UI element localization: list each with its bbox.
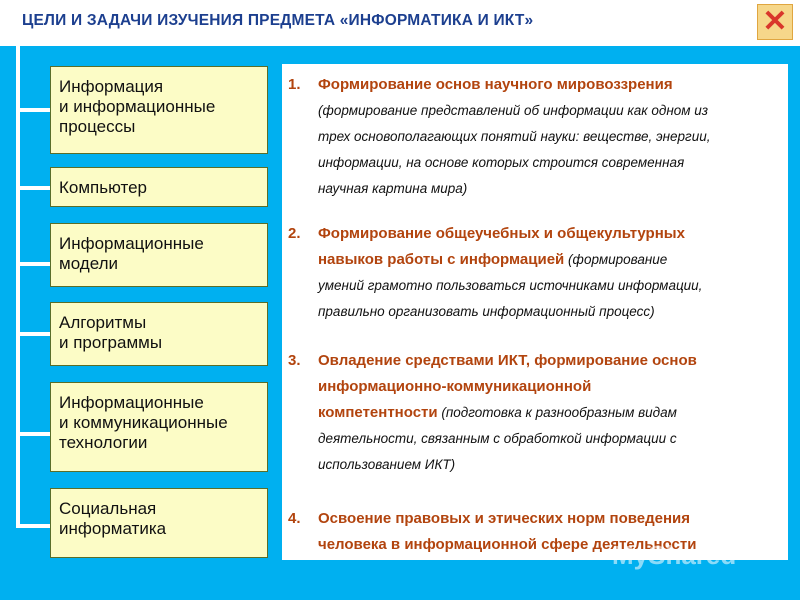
goal-number: 4. [288,510,301,527]
goal-description: деятельности, связанным с обработкой информации с [318,431,677,446]
topic-line: Информация [59,77,164,96]
goal-heading: информационно-коммуникационной [318,378,592,395]
topic-line: Компьютер [59,178,147,197]
tree-branch [16,108,52,112]
goal-number: 3. [288,352,301,369]
goal-number: 1. [288,76,301,93]
topic-line: и программы [59,333,163,352]
goal-heading: Овладение средствами ИКТ, формирование основ [318,352,697,369]
topic-information-models[interactable] [50,223,268,287]
goal-description: (подготовка к разнообразным видам [437,405,677,420]
tree-branch [16,332,52,336]
close-icon: ✕ [762,5,788,38]
topic-line: Алгоритмы [59,313,147,332]
goal-heading: Освоение правовых и этических норм поведения [318,510,691,527]
goal-description: (формирование представлений об информации как одном из [318,103,709,118]
tree-branch [16,432,52,436]
goal-heading: человека в информационной сфере деятельности [318,536,697,553]
goals-panel [282,64,788,560]
watermark-logo: MyShared [612,540,737,570]
goal-heading: навыков работы с информацией [318,251,565,268]
goal-heading: Формирование основ научного мировоззрения [318,76,673,93]
goal-number: 2. [288,225,301,242]
topic-line: Информационные [59,234,204,253]
topic-computer[interactable] [50,167,268,207]
tree-branch [16,186,52,190]
goal-description: использованием ИКТ) [318,457,456,472]
tree-branch [16,262,52,266]
goal-description: правильно организовать информационный процесс) [318,304,655,319]
goal-description: умений грамотно пользоваться источниками информации, [318,278,703,293]
topic-line: модели [59,254,118,273]
topic-line: процессы [59,117,136,136]
goal-description: трех основополагающих понятий науки: веществе, энергии, [318,129,711,144]
close-button[interactable] [757,4,793,40]
header-bar [0,0,800,46]
goal-heading: компетентности [318,404,438,421]
goal-heading: Формирование общеучебных и общекультурных [318,225,685,242]
topic-ict[interactable] [50,382,268,472]
topic-line: Информационные [59,393,204,412]
page-title: ЦЕЛИ И ЗАДАЧИ ИЗУЧЕНИЯ ПРЕДМЕТА «ИНФОРМАТИКА И ИКТ» [22,12,534,29]
tree-branch [16,524,52,528]
goal-description: (формирование [564,252,668,267]
topic-line: и информационные [59,97,216,116]
goal-description: научная картина мира) [318,181,468,196]
topic-line: технологии [59,433,148,452]
topic-algorithms-programs[interactable] [50,302,268,366]
topic-information-processes[interactable] [50,66,268,154]
topic-line: и коммуникационные [59,413,228,432]
topic-social-informatics[interactable] [50,488,268,558]
goal-description: информации, на основе которых строится современная [318,155,685,170]
topic-line: информатика [59,519,167,538]
tree-connector [16,46,20,528]
topic-line: Социальная [59,499,157,518]
